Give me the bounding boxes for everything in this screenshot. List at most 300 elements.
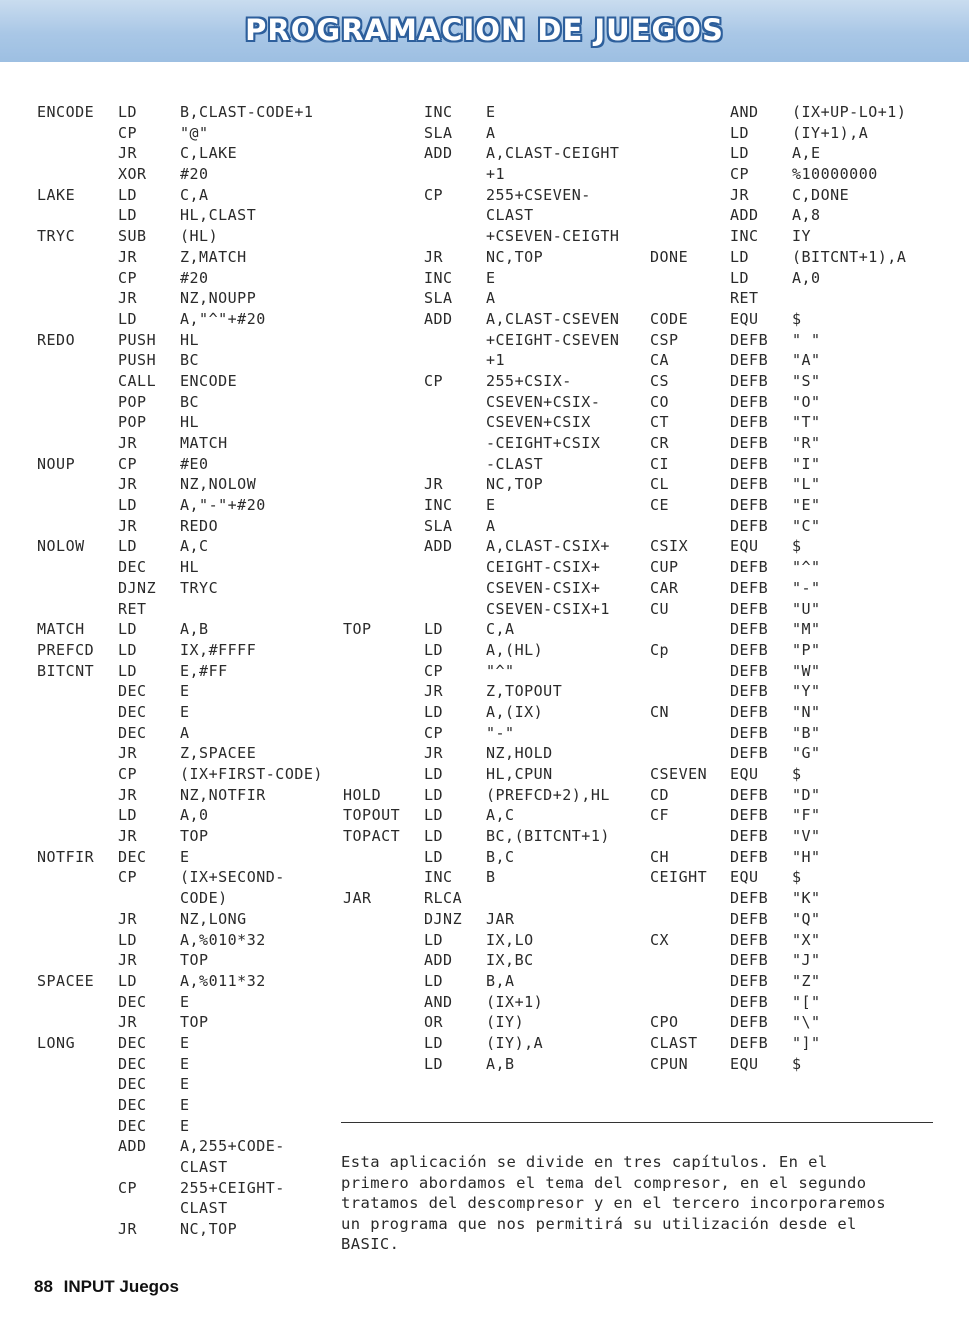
code-operand: CSEVEN+CSIX <box>486 413 591 432</box>
code-operand: IY <box>792 227 812 246</box>
code-operand: (BITCNT+1),A <box>792 247 907 266</box>
code-operand: E <box>180 847 190 866</box>
code-opcode: JR <box>118 827 138 846</box>
code-opcode: DEFB <box>730 413 769 432</box>
code-opcode: LD <box>424 1033 444 1052</box>
code-opcode: LD <box>424 827 444 846</box>
code-operand: $ <box>792 1054 802 1073</box>
code-label: TOPOUT <box>343 806 401 825</box>
code-opcode: DEC <box>118 1075 147 1094</box>
code-label: ENCODE <box>37 103 95 121</box>
paragraph-line: tratamos del descompresor y en el tercero incorporaremos <box>341 1194 886 1213</box>
code-opcode: DEFB <box>730 454 769 473</box>
code-label: CT <box>650 413 670 432</box>
code-operand: A,(IX) <box>486 702 544 721</box>
code-opcode: DEFB <box>730 371 769 390</box>
code-opcode: DEFB <box>730 620 769 639</box>
code-opcode: ADD <box>424 144 453 163</box>
code-label: HOLD <box>343 785 382 804</box>
code-operand: (IY) <box>486 1013 525 1032</box>
code-operand: "O" <box>792 392 821 411</box>
code-opcode: DEFB <box>730 1033 769 1052</box>
code-label: SPACEE <box>37 971 95 990</box>
code-opcode: INC <box>424 868 453 887</box>
code-operand: E <box>180 1116 190 1135</box>
publication-name: INPUT Juegos <box>63 1277 179 1296</box>
code-opcode: DEFB <box>730 930 769 949</box>
code-label: TOPACT <box>343 827 401 846</box>
code-opcode: JR <box>424 744 444 763</box>
code-opcode: LD <box>118 206 138 225</box>
code-opcode: LD <box>118 496 138 515</box>
code-opcode: DEC <box>118 682 147 701</box>
code-label: CI <box>650 454 670 473</box>
code-label: CX <box>650 930 670 949</box>
code-operand: Z,TOPOUT <box>486 682 563 701</box>
code-label: JAR <box>343 889 372 908</box>
code-label: CS <box>650 371 670 390</box>
code-opcode: JR <box>118 744 138 763</box>
code-operand: (IY+1),A <box>792 123 869 142</box>
code-opcode: EQU <box>730 537 759 556</box>
code-opcode: LD <box>118 930 138 949</box>
code-label: CU <box>650 599 670 618</box>
code-operand: A <box>486 123 496 142</box>
code-opcode: LD <box>730 144 750 163</box>
code-operand: B,C <box>486 847 515 866</box>
code-opcode: LD <box>424 785 444 804</box>
code-operand: B,A <box>486 971 515 990</box>
code-operand: A <box>486 516 496 535</box>
code-label: CEIGHT <box>650 868 708 887</box>
code-opcode: LD <box>424 702 444 721</box>
code-label: CN <box>650 702 670 721</box>
code-opcode: DEFB <box>730 682 769 701</box>
code-operand: NC,TOP <box>486 475 544 494</box>
code-operand: A,0 <box>792 268 821 287</box>
code-operand: NZ,NOTFIR <box>180 785 266 804</box>
code-label: CR <box>650 434 670 452</box>
code-operand: (IX+UP-LO+1) <box>792 103 907 121</box>
code-operand: #E0 <box>180 454 209 473</box>
code-operand: CEIGHT-CSIX+ <box>486 558 601 577</box>
code-operand: "U" <box>792 599 821 618</box>
code-operand: "P" <box>792 640 821 659</box>
intro-paragraph <box>341 1152 941 1255</box>
code-opcode: DEFB <box>730 744 769 763</box>
code-operand: HL,CLAST <box>180 206 257 225</box>
code-opcode: RLCA <box>424 889 463 908</box>
code-operand: TRYC <box>180 578 219 597</box>
code-opcode: LD <box>118 971 138 990</box>
code-operand: "E" <box>792 496 821 515</box>
code-opcode: CP <box>118 868 138 887</box>
code-label: Cp <box>650 640 670 659</box>
code-label: TRYC <box>37 227 76 246</box>
code-operand: E <box>180 1096 190 1114</box>
code-opcode: DEFB <box>730 351 769 370</box>
code-operand: E <box>486 268 496 287</box>
code-operand: MATCH <box>180 434 228 452</box>
code-label: TOP <box>343 620 372 639</box>
paragraph-line: un programa que nos permitirá su utilización desde el <box>341 1214 857 1233</box>
code-operand: E <box>180 1075 190 1094</box>
code-operand: A,E <box>792 144 821 163</box>
code-opcode: DJNZ <box>118 578 157 597</box>
code-opcode: LD <box>118 661 138 680</box>
code-operand: IX,LO <box>486 930 534 949</box>
code-opcode: LD <box>730 268 750 287</box>
code-opcode: DEFB <box>730 889 769 908</box>
code-label: LONG <box>37 1033 76 1052</box>
code-operand: A,%011*32 <box>180 971 266 990</box>
code-label: CE <box>650 496 670 515</box>
code-operand: (IX+FIRST-CODE) <box>180 765 323 783</box>
code-operand: A,8 <box>792 206 821 225</box>
code-operand: NZ,LONG <box>180 909 247 928</box>
code-opcode: JR <box>118 516 138 535</box>
code-operand: "L" <box>792 475 821 494</box>
code-operand: "I" <box>792 454 821 473</box>
code-operand: E <box>180 992 190 1011</box>
code-label: CUP <box>650 558 679 577</box>
code-opcode: DEFB <box>730 578 769 597</box>
code-operand: E <box>486 496 496 515</box>
code-operand: REDO <box>180 516 219 535</box>
code-opcode: ADD <box>118 1137 147 1156</box>
code-opcode: LD <box>424 1054 444 1073</box>
code-operand: "[" <box>792 992 821 1011</box>
code-operand: JAR <box>486 909 515 928</box>
paragraph-line: BASIC. <box>341 1235 400 1254</box>
code-operand: "F" <box>792 806 821 825</box>
code-operand: "J" <box>792 951 821 970</box>
code-operand: A <box>180 723 190 742</box>
code-operand: "B" <box>792 723 821 742</box>
code-operand: 255+CSIX- <box>486 371 572 390</box>
code-operand: "^" <box>486 661 515 680</box>
code-operand: A,CLAST-CSEVEN <box>486 309 620 328</box>
code-operand: "H" <box>792 847 821 866</box>
code-opcode: LD <box>424 847 444 866</box>
code-opcode: DEFB <box>730 661 769 680</box>
code-label: CL <box>650 475 670 494</box>
code-opcode: CP <box>118 765 138 783</box>
code-operand: A,"^"+#20 <box>180 309 266 328</box>
code-opcode: INC <box>730 227 759 246</box>
code-opcode: CP <box>424 185 444 204</box>
code-opcode: ADD <box>424 537 453 556</box>
code-opcode: POP <box>118 413 147 432</box>
page-title: PROGRAMACION DE JUEGOS <box>245 13 724 47</box>
code-label: CA <box>650 351 670 370</box>
code-label: CD <box>650 785 670 804</box>
code-opcode: PUSH <box>118 330 157 349</box>
code-operand: A,B <box>486 1054 515 1073</box>
code-opcode: JR <box>118 247 138 266</box>
code-operand: $ <box>792 309 802 328</box>
code-opcode: DJNZ <box>424 909 463 928</box>
code-label: CPO <box>650 1013 679 1032</box>
code-operand: ENCODE <box>180 371 238 390</box>
code-operand: CLAST <box>180 1158 228 1177</box>
code-opcode: CP <box>424 723 444 742</box>
code-opcode: JR <box>118 1013 138 1032</box>
code-operand: HL <box>180 413 200 432</box>
code-operand: B <box>486 868 496 887</box>
code-opcode: DEFB <box>730 971 769 990</box>
code-operand: NZ,HOLD <box>486 744 553 763</box>
code-operand: 255+CEIGHT- <box>180 1178 285 1197</box>
code-operand: E,#FF <box>180 661 228 680</box>
code-opcode: DEC <box>118 847 147 866</box>
code-opcode: POP <box>118 392 147 411</box>
code-opcode: JR <box>118 475 138 494</box>
code-opcode: AND <box>730 103 759 121</box>
code-operand: "A" <box>792 351 821 370</box>
code-operand: +1 <box>486 351 506 370</box>
code-label: CH <box>650 847 670 866</box>
code-operand: CSEVEN-CSIX+1 <box>486 599 610 618</box>
code-operand: A,0 <box>180 806 209 825</box>
code-opcode: DEFB <box>730 558 769 577</box>
code-opcode: DEFB <box>730 599 769 618</box>
code-operand: #20 <box>180 268 209 287</box>
code-operand: A,%010*32 <box>180 930 266 949</box>
code-opcode: DEFB <box>730 806 769 825</box>
code-opcode: LD <box>424 765 444 783</box>
code-operand: E <box>180 1054 190 1073</box>
code-opcode: SLA <box>424 516 453 535</box>
code-operand: IX,BC <box>486 951 534 970</box>
code-operand: +CSEVEN-CEIGTH <box>486 227 620 246</box>
code-operand: "Y" <box>792 682 821 701</box>
code-operand: CLAST <box>486 206 534 225</box>
code-opcode: DEFB <box>730 475 769 494</box>
code-opcode: LD <box>118 103 138 121</box>
code-operand: +1 <box>486 165 506 184</box>
code-operand: C,LAKE <box>180 144 238 163</box>
code-operand: B,CLAST-CODE+1 <box>180 103 314 121</box>
code-operand: "M" <box>792 620 821 639</box>
code-operand: "^" <box>792 558 821 577</box>
code-label: PREFCD <box>37 640 95 659</box>
code-operand: "W" <box>792 661 821 680</box>
code-opcode: CP <box>118 268 138 287</box>
code-label: NOLOW <box>37 537 85 556</box>
code-opcode: LD <box>424 640 444 659</box>
code-operand: "-" <box>486 723 515 742</box>
code-opcode: DEFB <box>730 992 769 1011</box>
code-opcode: DEFB <box>730 702 769 721</box>
code-operand: HL <box>180 558 200 577</box>
code-opcode: INC <box>424 103 453 121</box>
code-opcode: LD <box>424 806 444 825</box>
code-operand: "G" <box>792 744 821 763</box>
code-operand: "]" <box>792 1033 821 1052</box>
code-operand: HL,CPUN <box>486 765 553 783</box>
code-opcode: DEFB <box>730 951 769 970</box>
code-operand: A,B <box>180 620 209 639</box>
code-operand: $ <box>792 868 802 887</box>
code-operand: NC,TOP <box>486 247 544 266</box>
code-operand: "V" <box>792 827 821 846</box>
code-operand: NC,TOP <box>180 1220 238 1239</box>
code-operand: NZ,NOLOW <box>180 475 257 494</box>
code-operand: A,(HL) <box>486 640 544 659</box>
code-opcode: LD <box>118 309 138 328</box>
code-opcode: RET <box>118 599 147 618</box>
code-operand: TOP <box>180 951 209 970</box>
code-label: MATCH <box>37 620 85 639</box>
code-operand: CSEVEN+CSIX- <box>486 392 601 411</box>
code-operand: NZ,NOUPP <box>180 289 257 308</box>
code-label: NOUP <box>37 454 76 473</box>
code-opcode: JR <box>424 247 444 266</box>
code-label: CSIX <box>650 537 689 556</box>
code-opcode: SLA <box>424 123 453 142</box>
code-operand: "R" <box>792 434 821 452</box>
code-operand: A,"-"+#20 <box>180 496 266 515</box>
code-operand: "-" <box>792 578 821 597</box>
code-label: CPUN <box>650 1054 689 1073</box>
code-operand: "N" <box>792 702 821 721</box>
code-opcode: LD <box>424 620 444 639</box>
code-opcode: LD <box>118 185 138 204</box>
code-opcode: JR <box>118 785 138 804</box>
code-opcode: CP <box>730 165 750 184</box>
code-opcode: JR <box>118 289 138 308</box>
code-opcode: LD <box>730 123 750 142</box>
code-operand: CSEVEN-CSIX+ <box>486 578 601 597</box>
code-operand: C,DONE <box>792 185 850 204</box>
code-operand: E <box>180 1033 190 1052</box>
code-operand: E <box>486 103 496 121</box>
code-operand: +CEIGHT-CSEVEN <box>486 330 620 349</box>
code-label: NOTFIR <box>37 847 95 866</box>
code-opcode: DEFB <box>730 909 769 928</box>
code-opcode: JR <box>118 951 138 970</box>
code-opcode: LD <box>730 247 750 266</box>
code-operand: "D" <box>792 785 821 804</box>
divider-rule <box>341 1122 933 1123</box>
code-opcode: DEC <box>118 1054 147 1073</box>
code-opcode: JR <box>118 909 138 928</box>
page-footer <box>34 1277 179 1297</box>
code-label: DONE <box>650 247 689 266</box>
code-opcode: EQU <box>730 309 759 328</box>
code-label: REDO <box>37 330 76 349</box>
code-operand: (IY),A <box>486 1033 544 1052</box>
code-label: CSEVEN <box>650 765 708 783</box>
code-opcode: JR <box>424 475 444 494</box>
code-opcode: LD <box>118 620 138 639</box>
code-opcode: CP <box>424 371 444 390</box>
code-label: CODE <box>650 309 689 328</box>
paragraph-line: primero abordamos el tema del compresor, en el segundo <box>341 1173 867 1192</box>
code-operand: A,C <box>486 806 515 825</box>
code-opcode: LD <box>118 640 138 659</box>
code-opcode: OR <box>424 1013 444 1032</box>
code-opcode: EQU <box>730 868 759 887</box>
code-operand: " " <box>792 330 821 349</box>
code-operand: -CEIGHT+CSIX <box>486 434 601 452</box>
code-operand: A,CLAST-CSIX+ <box>486 537 610 556</box>
page-number: 88 <box>34 1277 53 1296</box>
code-operand: HL <box>180 330 200 349</box>
code-operand: A <box>486 289 496 308</box>
code-opcode: JR <box>118 144 138 163</box>
code-opcode: LD <box>118 806 138 825</box>
code-operand: BC <box>180 351 200 370</box>
code-opcode: DEFB <box>730 1013 769 1032</box>
code-operand: C,A <box>486 620 515 639</box>
code-operand: (HL) <box>180 227 219 246</box>
code-opcode: DEFB <box>730 847 769 866</box>
code-operand: %10000000 <box>792 165 878 184</box>
code-operand: CODE) <box>180 889 228 908</box>
code-opcode: DEFB <box>730 516 769 535</box>
code-operand: C,A <box>180 185 209 204</box>
code-opcode: DEFB <box>730 434 769 452</box>
code-operand: "X" <box>792 930 821 949</box>
code-operand: (IX+SECOND- <box>180 868 285 887</box>
code-opcode: ADD <box>424 951 453 970</box>
code-operand: (PREFCD+2),HL <box>486 785 610 804</box>
code-opcode: LD <box>118 537 138 556</box>
code-operand: E <box>180 682 190 701</box>
code-operand: BC <box>180 392 200 411</box>
code-opcode: SUB <box>118 227 147 246</box>
paragraph-line: Esta aplicación se divide en tres capítulos. En el <box>341 1153 828 1171</box>
code-opcode: JR <box>118 1220 138 1239</box>
code-operand: "Q" <box>792 909 821 928</box>
code-opcode: CP <box>424 661 444 680</box>
code-operand: BC,(BITCNT+1) <box>486 827 610 846</box>
code-opcode: DEC <box>118 702 147 721</box>
code-opcode: DEC <box>118 1116 147 1135</box>
code-opcode: JR <box>118 434 138 452</box>
code-opcode: ADD <box>424 309 453 328</box>
code-opcode: PUSH <box>118 351 157 370</box>
code-opcode: CP <box>118 123 138 142</box>
code-operand: "T" <box>792 413 821 432</box>
code-label: CSP <box>650 330 679 349</box>
code-label: CLAST <box>650 1033 698 1052</box>
code-opcode: DEC <box>118 723 147 742</box>
code-opcode: JR <box>730 185 750 204</box>
code-operand: IX,#FFFF <box>180 640 257 659</box>
code-operand: 255+CSEVEN- <box>486 185 591 204</box>
code-operand: TOP <box>180 1013 209 1032</box>
code-opcode: LD <box>424 971 444 990</box>
code-label: BITCNT <box>37 661 95 680</box>
code-opcode: CP <box>118 454 138 473</box>
code-operand: CLAST <box>180 1199 228 1218</box>
code-opcode: RET <box>730 289 759 308</box>
code-operand: $ <box>792 537 802 556</box>
code-operand: "@" <box>180 123 209 142</box>
code-operand: E <box>180 702 190 721</box>
code-opcode: XOR <box>118 165 147 184</box>
code-label: CF <box>650 806 670 825</box>
code-opcode: DEFB <box>730 785 769 804</box>
code-operand: Z,MATCH <box>180 247 247 266</box>
code-label: LAKE <box>37 185 76 204</box>
code-operand: "C" <box>792 516 821 535</box>
code-opcode: DEFB <box>730 723 769 742</box>
code-operand: "S" <box>792 371 821 390</box>
